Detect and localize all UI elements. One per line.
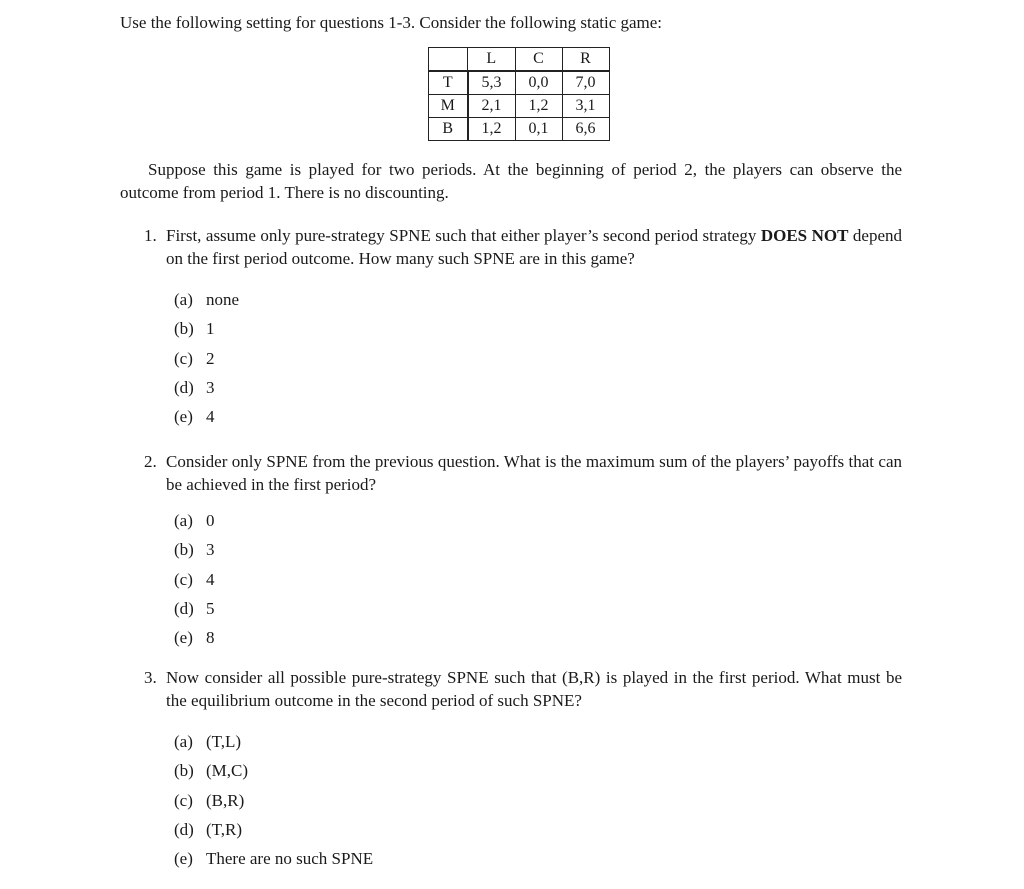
row-header-m: M xyxy=(429,95,468,118)
question-number: 3. xyxy=(144,668,157,687)
option-text: 8 xyxy=(206,628,215,648)
payoff-cell: 6,6 xyxy=(562,118,609,141)
payoff-cell: 3,1 xyxy=(562,95,609,118)
question-3 xyxy=(144,666,902,712)
option-text: (M,C) xyxy=(206,761,249,781)
option-item xyxy=(174,511,215,540)
option-label: (c) xyxy=(174,569,193,589)
option-text: 5 xyxy=(206,598,215,618)
option-item xyxy=(174,791,373,820)
payoff-cell: 7,0 xyxy=(562,71,609,95)
option-label: (e) xyxy=(174,849,193,869)
option-item xyxy=(174,628,215,657)
column-header-l: L xyxy=(468,48,516,72)
option-item xyxy=(174,540,215,569)
question-text-part: First, assume only pure-strategy SPNE such that either player’s second period strategy xyxy=(166,226,761,245)
matrix-row-b xyxy=(429,118,610,141)
option-label: (a) xyxy=(174,732,193,751)
option-label: (b) xyxy=(174,540,194,560)
payoff-cell: 2,1 xyxy=(468,95,516,118)
option-label: (b) xyxy=(174,761,194,781)
option-text: none xyxy=(206,290,240,309)
payoff-cell: 1,2 xyxy=(468,118,516,141)
option-label: (d) xyxy=(174,377,194,397)
option-text: There are no such SPNE xyxy=(206,849,374,869)
option-label: (c) xyxy=(174,348,193,368)
option-text: 4 xyxy=(206,569,215,589)
option-label: (a) xyxy=(174,290,193,309)
question-1-text xyxy=(144,224,902,270)
question-2-options xyxy=(174,511,215,657)
question-3-options xyxy=(174,732,373,878)
matrix-row-t xyxy=(429,71,610,95)
payoff-matrix xyxy=(428,47,610,141)
option-text: (B,R) xyxy=(206,790,245,810)
row-header-t: T xyxy=(429,71,468,95)
question-1 xyxy=(144,224,902,270)
payoff-cell: 5,3 xyxy=(468,71,516,95)
question-2 xyxy=(144,450,902,496)
question-2-text xyxy=(144,450,902,496)
option-label: (a) xyxy=(174,511,193,530)
option-label: (e) xyxy=(174,628,193,648)
question-text-part: Consider only SPNE from the previous question. What is the maximum sum of the players’ payoffs that can be achieved in the first period? xyxy=(166,452,902,494)
matrix-corner xyxy=(429,48,468,72)
option-text: (T,R) xyxy=(206,819,243,839)
row-header-b: B xyxy=(429,118,468,141)
question-text-part: Now consider all possible pure-strategy SPNE such that (B,R) is played in the first period. What must be the equilibrium outcome in the second period of such SPNE? xyxy=(166,668,902,710)
question-number: 1. xyxy=(144,226,157,245)
option-item xyxy=(174,290,239,319)
payoff-cell: 1,2 xyxy=(515,95,562,118)
option-item xyxy=(174,820,373,849)
option-label: (e) xyxy=(174,407,193,427)
option-item xyxy=(174,570,215,599)
intro-text: Use the following setting for questions 1-3. Consider the following static game: xyxy=(120,13,663,32)
matrix-row-m xyxy=(429,95,610,118)
option-label: (d) xyxy=(174,819,194,839)
option-text: (T,L) xyxy=(206,732,242,751)
option-item xyxy=(174,349,239,378)
option-item xyxy=(174,849,373,878)
question-emphasis: DOES NOT xyxy=(760,226,849,245)
option-text: 3 xyxy=(206,540,215,560)
option-label: (d) xyxy=(174,598,194,618)
option-text: 0 xyxy=(206,511,215,530)
question-3-text xyxy=(144,666,902,712)
payoff-cell: 0,1 xyxy=(515,118,562,141)
option-item xyxy=(174,407,239,436)
option-item xyxy=(174,599,215,628)
option-item xyxy=(174,319,239,348)
setup-paragraph: Suppose this game is played for two periods. At the beginning of period 2, the players can observe the outcome from period 1. There is no discounting. xyxy=(120,160,902,202)
option-text: 1 xyxy=(206,319,215,339)
option-label: (c) xyxy=(174,790,193,810)
option-text: 4 xyxy=(206,407,215,427)
column-header-r: R xyxy=(562,48,609,72)
question-number: 2. xyxy=(144,452,157,471)
question-1-options xyxy=(174,290,239,436)
option-text: 3 xyxy=(206,377,215,397)
option-text: 2 xyxy=(206,348,215,368)
payoff-cell: 0,0 xyxy=(515,71,562,95)
option-item xyxy=(174,732,373,761)
question-text-part: depend on the first period outcome. How many such SPNE are in this game? xyxy=(166,226,902,268)
column-header-c: C xyxy=(515,48,562,72)
option-item xyxy=(174,378,239,407)
option-label: (b) xyxy=(174,319,194,339)
option-item xyxy=(174,761,373,790)
matrix-header-row xyxy=(429,48,610,72)
